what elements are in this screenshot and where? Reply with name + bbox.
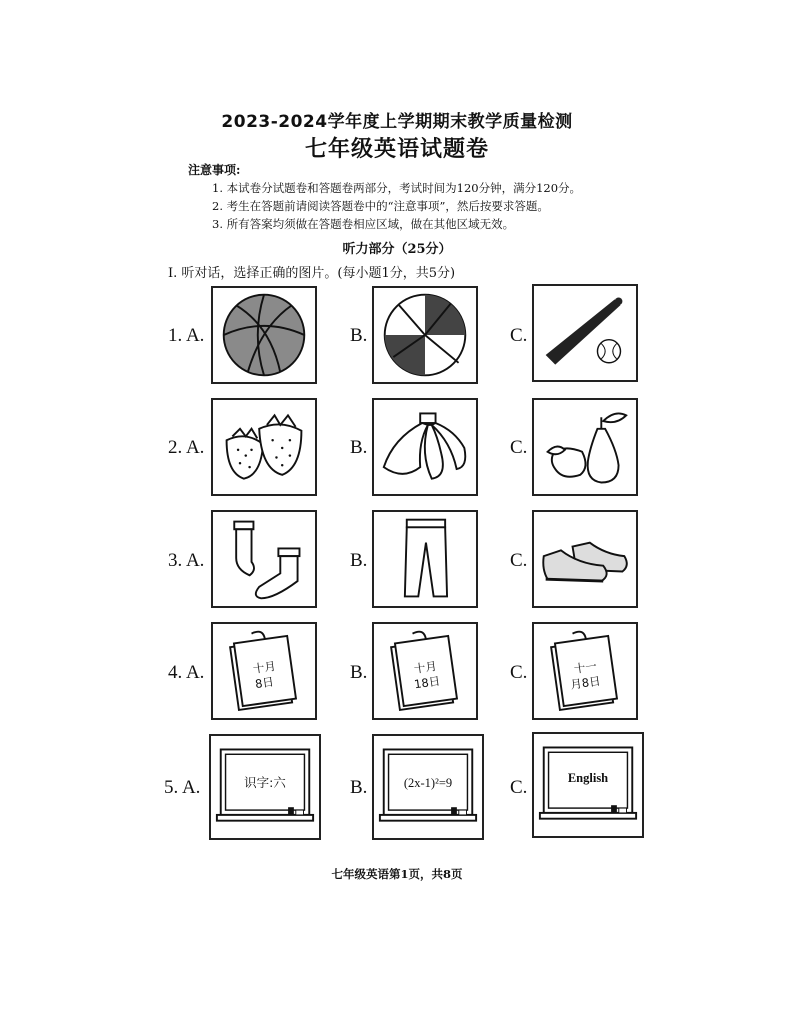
calendar-date-line2: 8日: [254, 674, 275, 692]
option-b-label: B.: [350, 777, 368, 798]
blackboard-icon: [372, 734, 484, 840]
board-text: (2x-1)²=9: [403, 776, 453, 790]
question-5-label: 5. A.: [164, 777, 201, 798]
calendar-icon: [532, 622, 638, 720]
board-text: 识字:六: [244, 775, 286, 790]
note-1: 1. 本试卷分试题卷和答题卷两部分，考试时间为120分钟，满分120分。: [212, 181, 582, 195]
pants-icon: [372, 510, 478, 608]
volleyball-icon: [372, 286, 478, 384]
exam-subtitle: 七年级英语试题卷: [304, 136, 489, 162]
option-b-label: B.: [350, 550, 368, 571]
pears-icon: [532, 398, 638, 496]
note-2: 2. 考生在答题前请阅读答题卷中的“注意事项”，然后按要求答题。: [212, 199, 549, 213]
exam-title: 2023-2024学年度上学期期末教学质量检测: [221, 112, 573, 132]
blackboard-icon: [532, 732, 644, 838]
option-c-label: C.: [510, 550, 528, 571]
note-3: 3. 所有答案均须做在答题卷相应区域，做在其他区域无效。: [212, 217, 515, 231]
strawberries-icon: [211, 398, 317, 496]
calendar-date-line2: 月8日: [569, 673, 602, 692]
option-b-label: B.: [350, 662, 368, 683]
section-title: 听力部分（25分）: [342, 242, 452, 257]
calendar-icon: [211, 622, 317, 720]
board-text: English: [567, 771, 609, 786]
baseball-icon: [532, 284, 638, 382]
socks-icon: [211, 510, 317, 608]
calendar-date-line1: 十月: [412, 658, 438, 676]
bananas-icon: [372, 398, 478, 496]
section-instruction: I. 听对话，选择正确的图片。(每小题1分，共5分): [168, 266, 456, 281]
option-c-label: C.: [510, 662, 528, 683]
question-2-label: 2. A.: [168, 437, 205, 458]
calendar-date-line1: 十一: [572, 658, 598, 676]
basketball-icon: [211, 286, 317, 384]
calendar-date-line2: 18日: [413, 673, 442, 692]
question-4-label: 4. A.: [168, 662, 205, 683]
page-footer: 七年级英语第1页，共8页: [331, 867, 463, 881]
option-c-label: C.: [510, 777, 528, 798]
calendar-date-line1: 十月: [251, 658, 277, 676]
shoes-icon: [532, 510, 638, 608]
blackboard-icon: [209, 734, 321, 840]
question-1-label: 1. A.: [168, 325, 205, 346]
calendar-icon: [372, 622, 478, 720]
option-b-label: B.: [350, 325, 368, 346]
option-c-label: C.: [510, 437, 528, 458]
notes-heading: 注意事项:: [188, 163, 241, 177]
option-c-label: C.: [510, 325, 528, 346]
question-3-label: 3. A.: [168, 550, 205, 571]
option-b-label: B.: [350, 437, 368, 458]
